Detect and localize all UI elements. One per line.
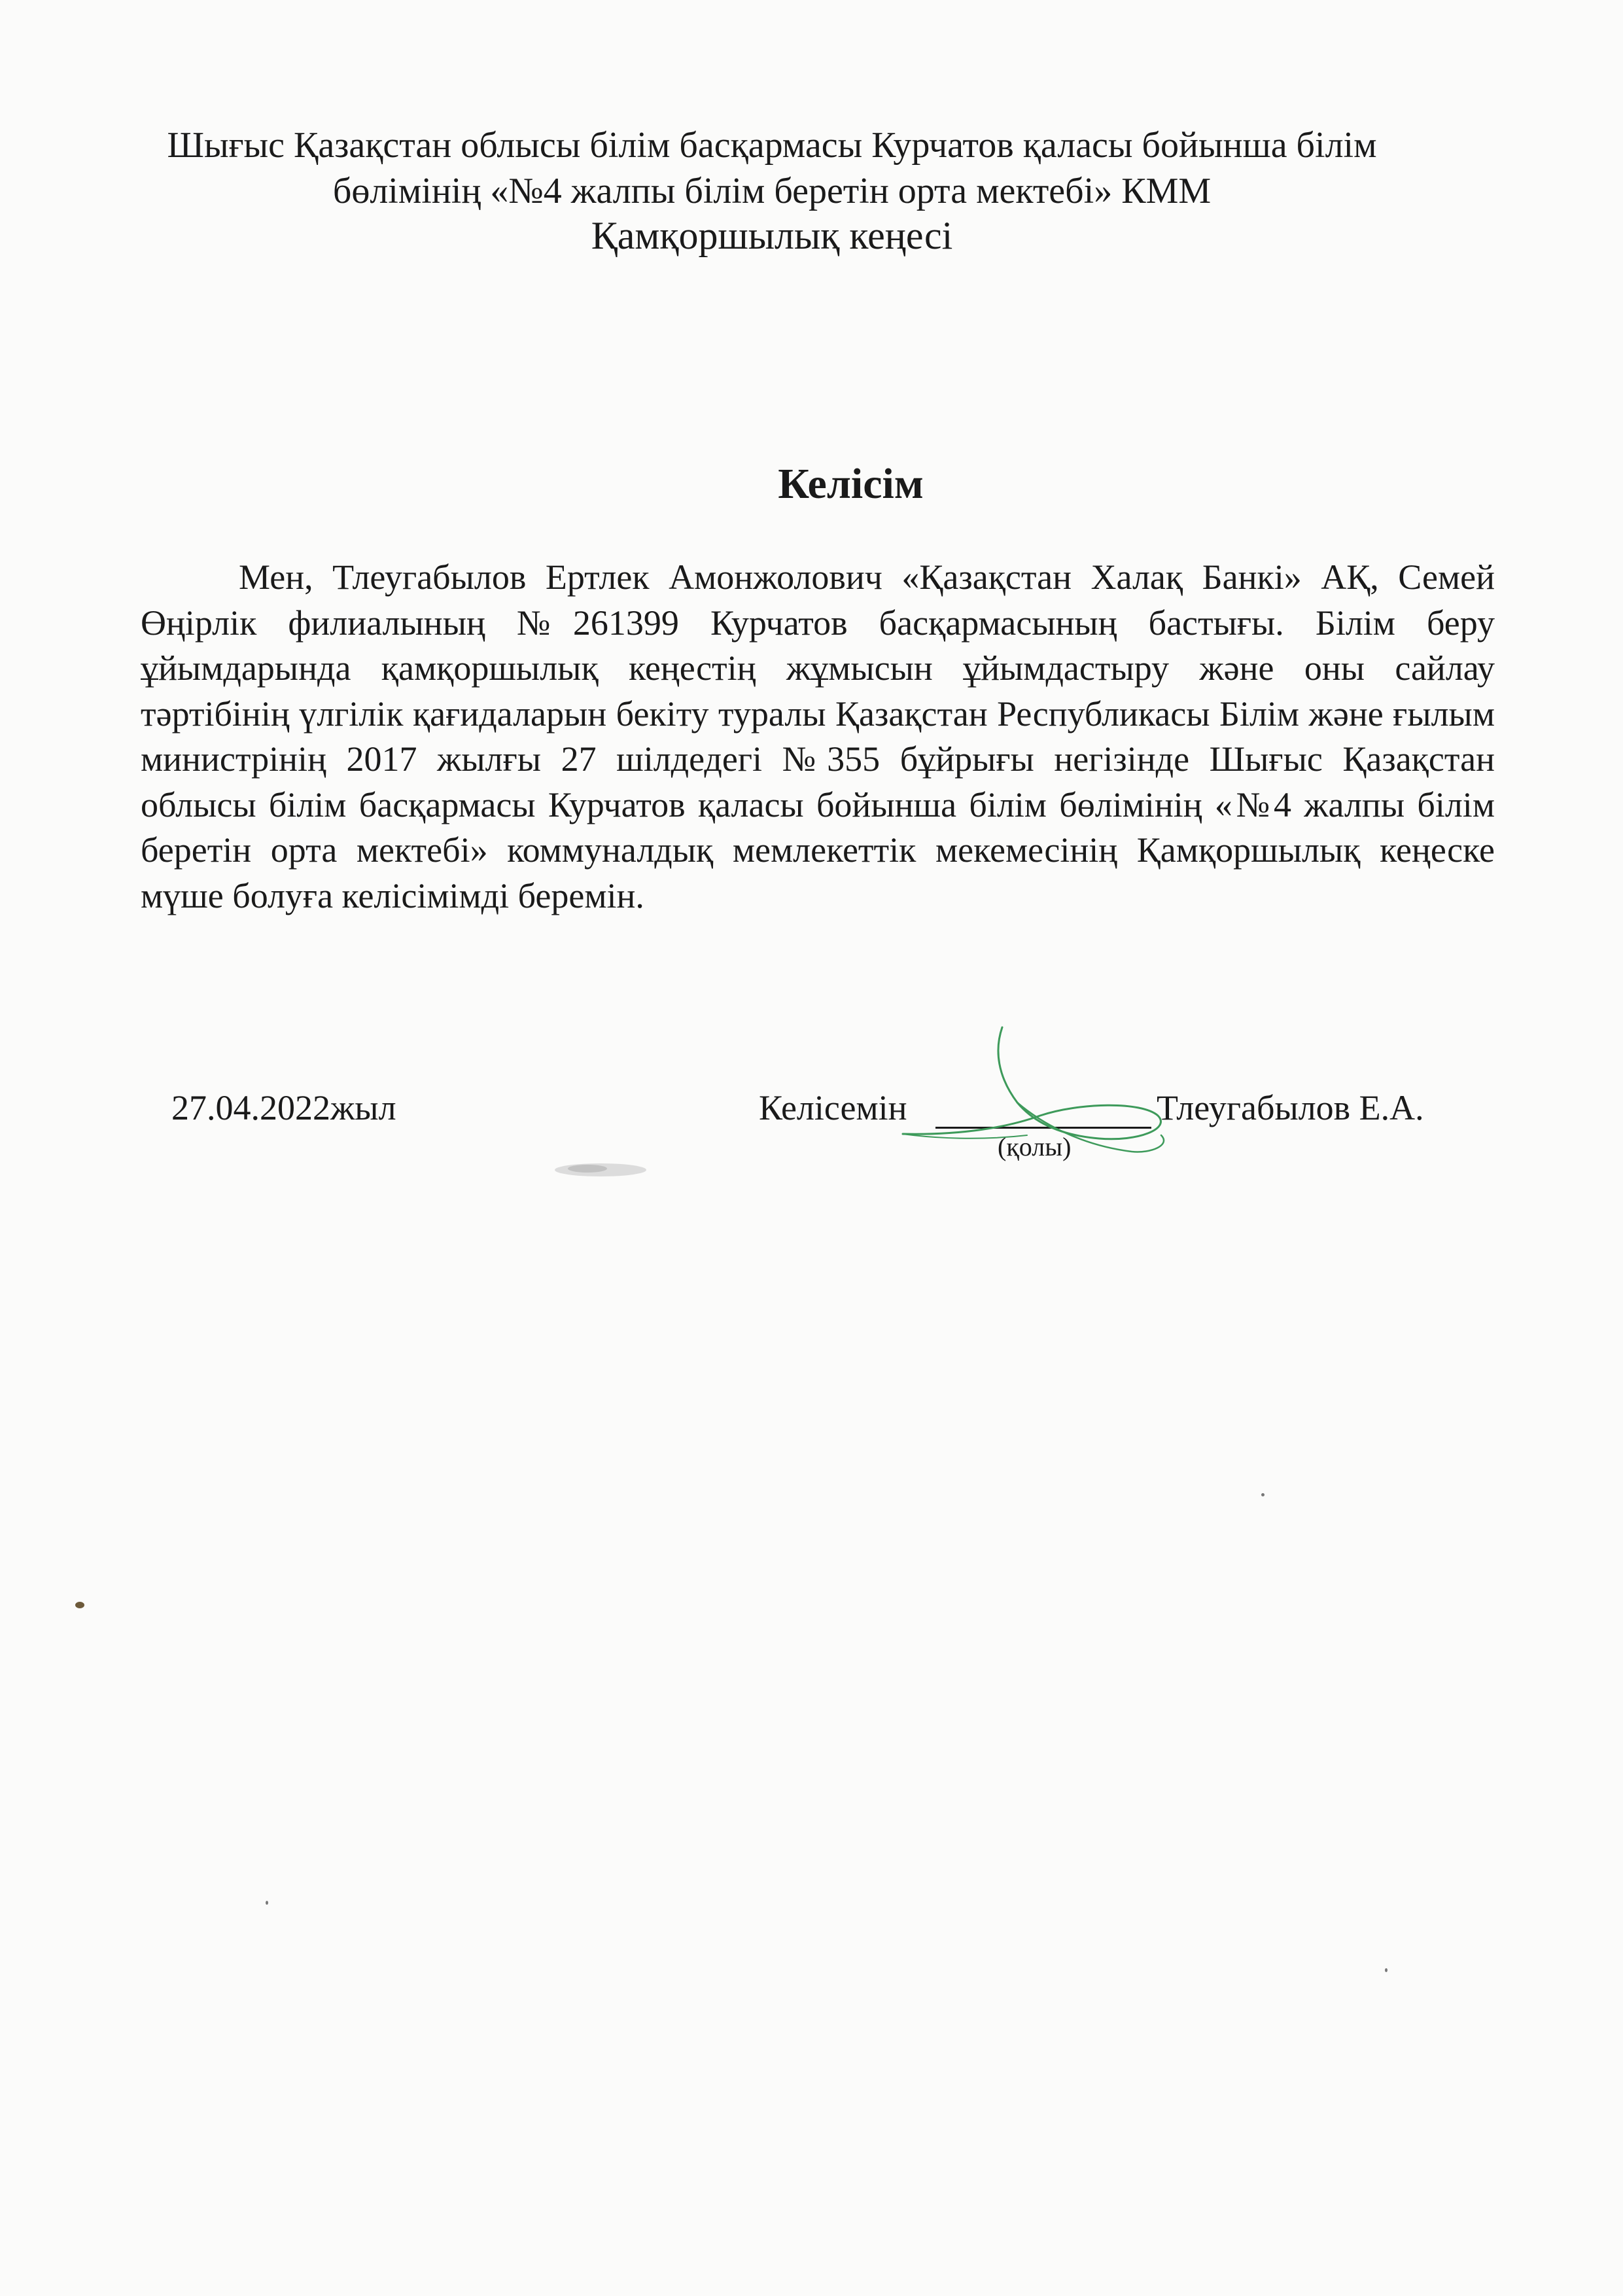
header-council-name: Қамқоршылық кеңесі xyxy=(591,214,953,257)
scan-speck xyxy=(1261,1493,1265,1496)
signature-caption: (қолы) xyxy=(998,1132,1072,1161)
signature-label: Келісемін xyxy=(759,1088,907,1127)
scan-smudge xyxy=(548,1157,653,1183)
header-organization-line2: бөлімінің «№4 жалпы білім беретін орта мектебі» КММ xyxy=(332,171,1212,211)
header-organization-line1: Шығыс Қазақстан облысы білім басқармасы Курчатов қаласы бойынша білім xyxy=(167,125,1377,166)
scan-speck xyxy=(1385,1968,1387,1972)
scan-speck xyxy=(75,1602,84,1608)
signature-date: 27.04.2022жыл xyxy=(171,1088,396,1127)
handwritten-signature xyxy=(864,1024,1178,1161)
scan-speck xyxy=(266,1901,268,1905)
document-title: Келісім xyxy=(778,460,924,508)
consent-paragraph: Мен, Тлеугабылов Ертлек Амонжолович «Қазақстан Халақ Банкі» АҚ, Семей Өңірлік филиалының №261399 Курчатов басқармасының бастығы. Білім беру ұйымдарында қамқоршылық кеңестің жұмысын ұйымдастыру және оны сайлау тәртібінің үлгілік қағидаларын бекіту туралы Қазақстан Республикасы Білім және ғылым министрінің 2017 жылғы 27 шілдедегі №355 бұйрығы негізінде Шығыс Қазақстан облысы білім басқармасы Курчатов қаласы бойынша білім бөлімінің «№4 жалпы білім беретін орта мектебі» коммуналдық мемлекеттік мекемесінің Қамқоршылық кеңеске мүше болуға келісімімді беремін. xyxy=(141,557,1495,915)
signer-name: Тлеугабылов Е.А. xyxy=(1157,1088,1424,1127)
